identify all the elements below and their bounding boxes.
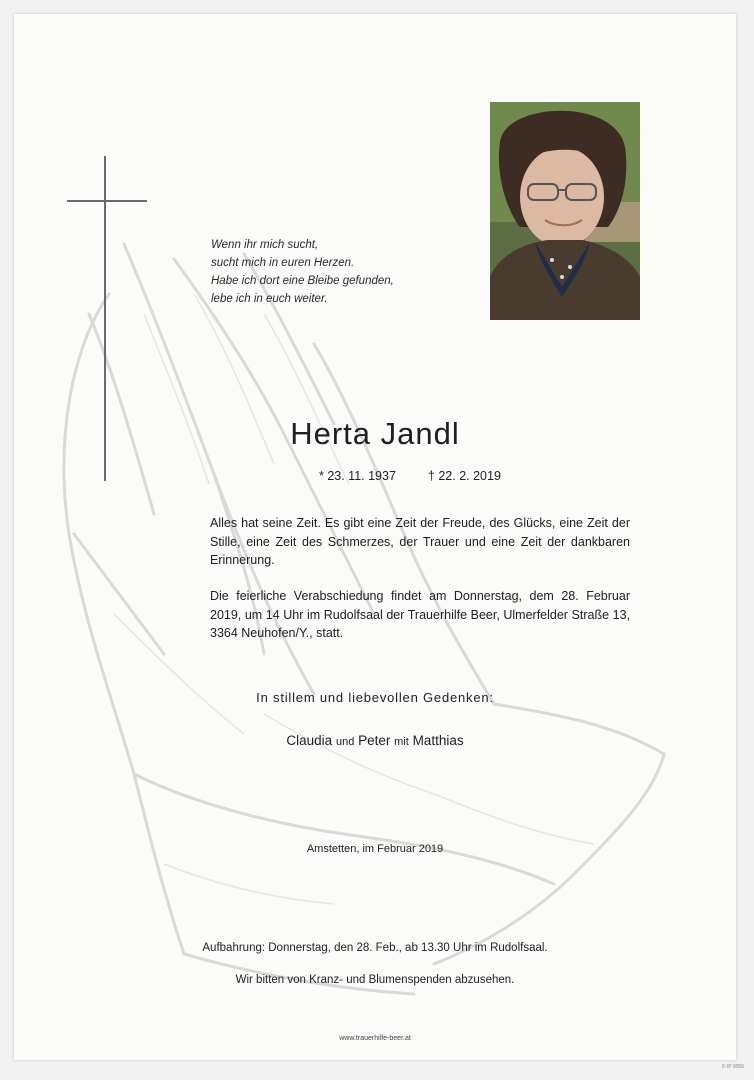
mourner-name: Claudia — [286, 733, 333, 748]
print-code: © IP 9056 — [721, 1064, 744, 1070]
poem-line: lebe ich in euch weiter. — [211, 293, 328, 305]
poem-line: Habe ich dort eine Bleibe gefunden, — [211, 275, 394, 287]
birth-date: * 23. 11. 1937 — [319, 469, 396, 483]
mourning-intro: In stillem und liebevollen Gedenken: — [256, 690, 494, 705]
obituary-sheet — [14, 14, 736, 1060]
text-paragraph-time: Alles hat seine Zeit. Es gibt eine Zeit der Freude, des Glücks, eine Zeit der Stille, eine Zeit des Schmerzes, der Trauer und eine Zeit der dankbaren Erinnerung. — [210, 516, 630, 567]
deceased-name: Herta Jandl — [290, 416, 460, 451]
poem — [211, 236, 394, 308]
place-and-date: Amstetten, im Februar 2019 — [306, 843, 444, 855]
poem-line: Wenn ihr mich sucht, — [211, 239, 319, 251]
portrait-photo — [490, 102, 640, 320]
cross-horizontal-bar — [67, 200, 147, 202]
poem-line: sucht mich in euren Herzen. — [211, 257, 355, 269]
text-paragraph-ceremony: Die feierliche Verabschiedung findet am Donnerstag, dem 28. Februar 2019, um 14 Uhr im Rudolfsaal der Trauerhilfe Beer, Ulmerfelder Straße 13, 3364 Neuhofen/Y., statt. — [210, 589, 630, 640]
mourner-conjunction: und — [335, 736, 355, 748]
flowers-note: Wir bitten von Kranz- und Blumenspenden abzusehen. — [235, 974, 515, 986]
website-footer: www.trauerhilfe-beer.at — [339, 1035, 411, 1042]
viewing-note: Aufbahrung: Donnerstag, den 28. Feb., ab 13.30 Uhr im Rudolfsaal. — [202, 942, 548, 954]
mourner-conjunction: mit — [394, 736, 409, 748]
life-dates — [319, 469, 501, 483]
death-date: † 22. 2. 2019 — [427, 469, 501, 483]
mourners-names — [14, 733, 736, 748]
mourner-name: Peter — [358, 733, 391, 748]
mourner-name: Matthias — [412, 733, 464, 748]
